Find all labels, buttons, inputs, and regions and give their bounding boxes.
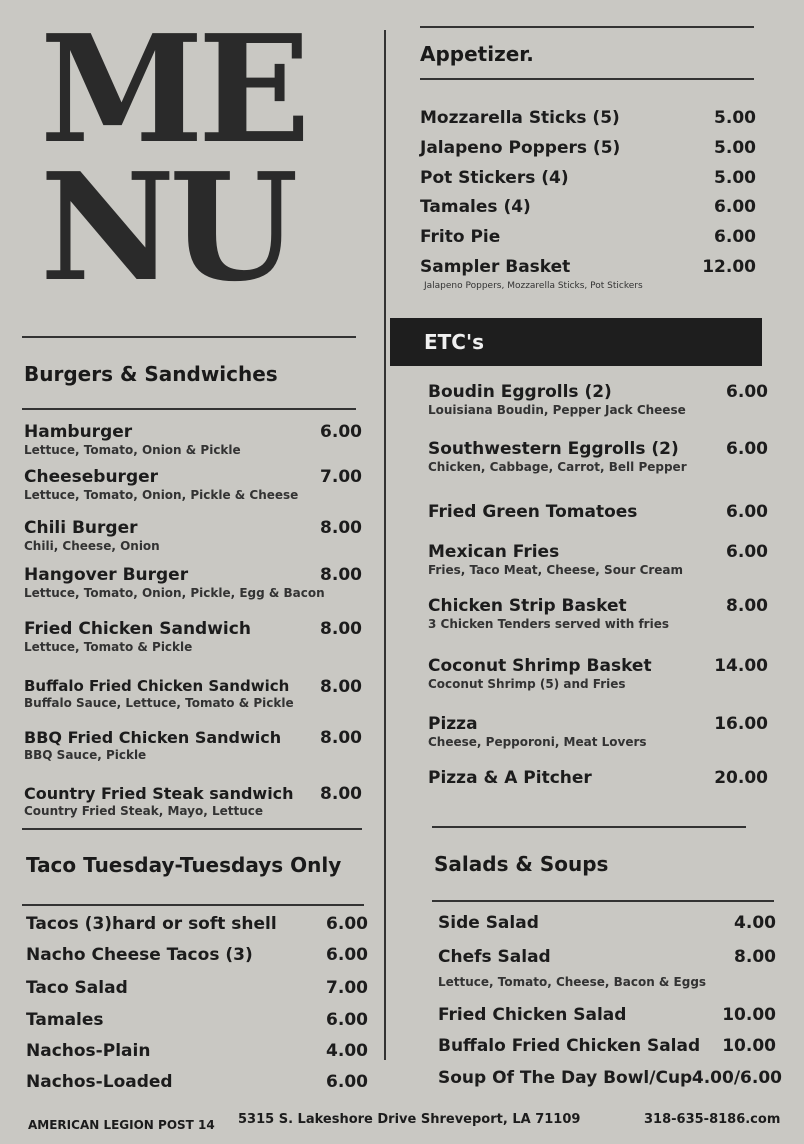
item-price: 6.00 — [326, 945, 368, 965]
item-description: Country Fried Steak, Mayo, Lettuce — [24, 804, 264, 818]
menu-item — [428, 656, 768, 691]
item-price: 6.00 — [726, 542, 768, 562]
taco-top-rule — [22, 828, 362, 830]
menu-item — [428, 502, 768, 522]
item-name: Hamburger — [24, 422, 133, 442]
sampler-note: Jalapeno Poppers, Mozzarella Sticks, Pot Stickers — [424, 281, 643, 291]
item-price: 8.00 — [320, 565, 362, 585]
item-price: 4.00 — [326, 1041, 368, 1061]
taco-title: Taco Tuesday-Tuesdays Only — [26, 853, 342, 877]
item-description: Lettuce, Tomato, Cheese, Bacon & Eggs — [438, 975, 707, 989]
appetizer-rule — [420, 78, 754, 80]
item-price: 6.00 — [320, 422, 362, 442]
item-price: 8.00 — [726, 596, 768, 616]
footer-address: 5315 S. Lakeshore Drive Shreveport, LA 71109 — [238, 1112, 581, 1127]
menu-item — [420, 197, 756, 217]
item-price: 12.00 — [702, 257, 756, 277]
menu-item — [26, 1041, 368, 1061]
item-description: Buffalo Sauce, Lettuce, Tomato & Pickle — [24, 696, 294, 710]
menu-item — [428, 768, 768, 788]
item-name: Pizza & A Pitcher — [428, 768, 592, 788]
item-name: Coconut Shrimp Basket — [428, 656, 652, 676]
menu-item — [26, 945, 368, 965]
item-description: Fries, Taco Meat, Cheese, Sour Cream — [428, 563, 684, 577]
item-name: Tacos (3)hard or soft shell — [26, 914, 277, 934]
menu-item — [24, 619, 362, 654]
item-price: 4.00 — [734, 913, 776, 933]
item-price: 4.00/6.00 — [691, 1068, 782, 1088]
menu-item — [438, 913, 778, 933]
item-name: Chicken Strip Basket — [428, 596, 627, 616]
item-name: Tamales — [26, 1010, 104, 1030]
appetizer-top-rule — [420, 26, 754, 28]
menu-item — [24, 467, 362, 502]
item-name: BBQ Fried Chicken Sandwich — [24, 728, 282, 747]
item-price: 6.00 — [326, 914, 368, 934]
menu-item — [26, 914, 368, 934]
item-name: Cheeseburger — [24, 467, 159, 487]
item-price: 8.00 — [734, 947, 776, 967]
item-price: 16.00 — [714, 714, 768, 734]
menu-item — [420, 227, 756, 247]
item-description: BBQ Sauce, Pickle — [24, 748, 147, 762]
menu-item — [428, 382, 768, 417]
menu-item — [428, 714, 768, 749]
item-name: Sampler Basket — [420, 257, 571, 277]
menu-item — [420, 138, 756, 158]
item-name: Buffalo Fried Chicken Salad — [438, 1036, 701, 1056]
menu-item — [24, 728, 362, 762]
item-name: Nachos-Loaded — [26, 1072, 173, 1092]
item-name: Frito Pie — [420, 227, 501, 247]
appetizer-title: Appetizer. — [420, 42, 534, 66]
taco-rule — [22, 904, 364, 906]
item-name: Pot Stickers (4) — [420, 168, 569, 188]
logo-line-2: NU — [40, 140, 293, 314]
item-name: Jalapeno Poppers (5) — [420, 138, 621, 158]
menu-item — [438, 1068, 782, 1088]
item-price: 14.00 — [714, 656, 768, 676]
item-description: Louisiana Boudin, Pepper Jack Cheese — [428, 403, 686, 417]
item-name: Pizza — [428, 714, 478, 734]
item-price: 10.00 — [722, 1005, 776, 1025]
center-divider — [384, 30, 386, 1060]
item-name: Southwestern Eggrolls (2) — [428, 439, 679, 459]
item-price: 8.00 — [320, 677, 362, 697]
menu-item — [26, 1072, 368, 1092]
item-price: 5.00 — [714, 138, 756, 158]
item-name: Chefs Salad — [438, 947, 551, 967]
burgers-rule — [22, 408, 356, 410]
item-price: 8.00 — [320, 728, 362, 748]
item-price: 6.00 — [726, 439, 768, 459]
item-description: Lettuce, Tomato & Pickle — [24, 640, 193, 654]
item-description: Coconut Shrimp (5) and Fries — [428, 677, 626, 691]
menu-logo — [40, 2, 340, 314]
menu-item — [24, 784, 362, 818]
item-price: 6.00 — [726, 382, 768, 402]
menu-item — [26, 978, 368, 998]
item-name: Mexican Fries — [428, 542, 560, 562]
footer-org: AMERICAN LEGION POST 14 — [28, 1118, 215, 1132]
etc-banner: ETC's — [390, 318, 762, 366]
item-name: Fried Chicken Sandwich — [24, 619, 251, 639]
item-name: Hangover Burger — [24, 565, 189, 585]
item-price: 10.00 — [722, 1036, 776, 1056]
item-description: Cheese, Pepporoni, Meat Lovers — [428, 735, 647, 749]
item-name: Nachos-Plain — [26, 1041, 151, 1061]
menu-item — [428, 542, 768, 577]
menu-item — [24, 677, 362, 710]
item-name: Taco Salad — [26, 978, 128, 998]
item-name: Fried Green Tomatoes — [428, 502, 638, 522]
item-description: 3 Chicken Tenders served with fries — [428, 617, 669, 631]
item-price: 8.00 — [320, 518, 362, 538]
item-name: Buffalo Fried Chicken Sandwich — [24, 677, 290, 695]
burgers-title: Burgers & Sandwiches — [24, 362, 278, 386]
footer-phone: 318-635-8186.com — [644, 1112, 781, 1127]
salads-rule — [432, 900, 774, 902]
item-description: Lettuce, Tomato, Onion, Pickle & Cheese — [24, 488, 299, 502]
item-name: Boudin Eggrolls (2) — [428, 382, 612, 402]
menu-item — [438, 1005, 778, 1025]
menu-item — [420, 108, 756, 128]
item-name: Side Salad — [438, 913, 539, 933]
item-price: 6.00 — [326, 1010, 368, 1030]
menu-item — [438, 1036, 778, 1056]
item-price: 6.00 — [714, 227, 756, 247]
item-price: 5.00 — [714, 168, 756, 188]
item-price: 8.00 — [320, 784, 362, 804]
item-price: 8.00 — [320, 619, 362, 639]
item-price: 5.00 — [714, 108, 756, 128]
item-name: Mozzarella Sticks (5) — [420, 108, 620, 128]
item-description: Chicken, Cabbage, Carrot, Bell Pepper — [428, 460, 687, 474]
item-price: 6.00 — [714, 197, 756, 217]
item-price: 20.00 — [714, 768, 768, 788]
item-description: Lettuce, Tomato, Onion & Pickle — [24, 443, 241, 457]
salads-top-rule — [432, 826, 746, 828]
menu-item — [26, 1010, 368, 1030]
logo-rule — [22, 336, 356, 338]
menu-item — [428, 439, 768, 474]
item-description: Lettuce, Tomato, Onion, Pickle, Egg & Bacon — [24, 586, 325, 600]
item-name: Soup Of The Day Bowl/Cup — [438, 1068, 693, 1088]
salads-title: Salads & Soups — [434, 852, 609, 876]
menu-item — [428, 596, 768, 631]
item-name: Country Fried Steak sandwich — [24, 784, 294, 803]
item-price: 7.00 — [320, 467, 362, 487]
item-description: Chili, Cheese, Onion — [24, 539, 160, 553]
logo-line-1: ME — [40, 2, 305, 176]
item-price: 6.00 — [326, 1072, 368, 1092]
item-name: Fried Chicken Salad — [438, 1005, 627, 1025]
item-price: 6.00 — [726, 502, 768, 522]
item-name: Chili Burger — [24, 518, 138, 538]
menu-item — [24, 565, 362, 600]
item-price: 7.00 — [326, 978, 368, 998]
item-name: Nacho Cheese Tacos (3) — [26, 945, 253, 965]
menu-item — [420, 257, 756, 277]
menu-item — [24, 422, 362, 457]
menu-item — [438, 947, 778, 989]
item-name: Tamales (4) — [420, 197, 531, 217]
menu-item — [24, 518, 362, 553]
menu-item — [420, 168, 756, 188]
